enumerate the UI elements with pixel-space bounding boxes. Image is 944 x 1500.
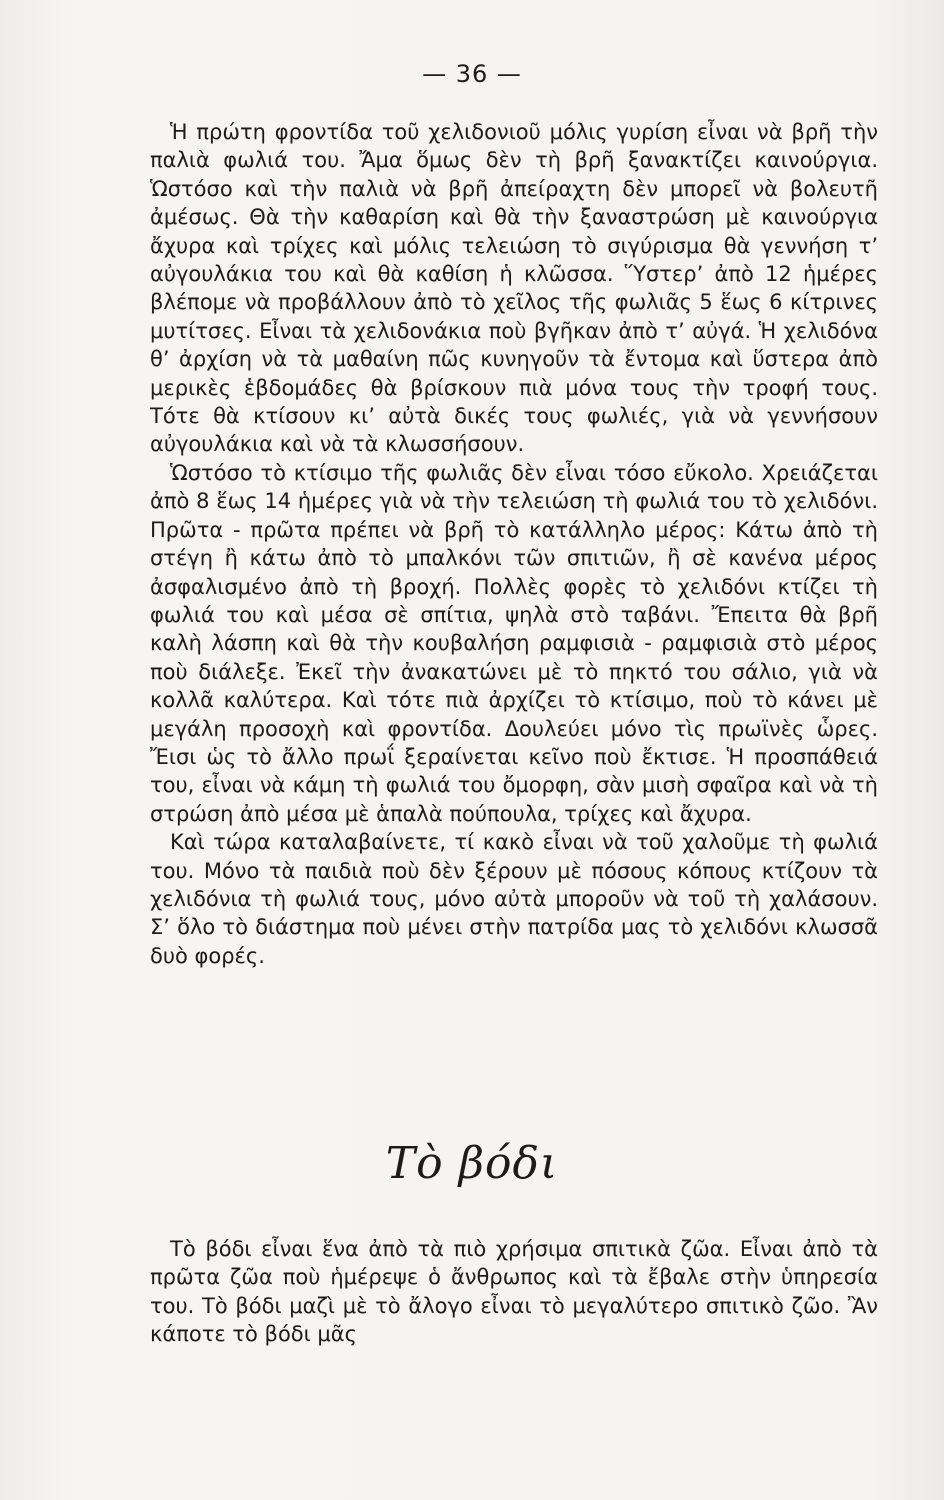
swallow-text: [150, 118, 878, 970]
section-title: Τὸ βόδι: [385, 1138, 559, 1189]
ox-text: [150, 1235, 878, 1349]
paragraph: Ἡ πρώτη φροντίδα τοῦ χελιδονιοῦ μόλις γυρίση εἶναι νὰ βρῆ τὴν παλιὰ φωλιά του. Ἄμα ὅμως δὲν τὴ βρῆ ξανακτίζει καινούργια. Ὡστόσο καὶ τὴν παλιὰ νὰ βρῆ ἀπείραχτη δὲν μπορεῖ νὰ βολευτῆ ἀμέσως. Θὰ τὴν καθαρίση καὶ θὰ τὴν ξαναστρώση μὲ καινούργια ἄχυρα καὶ τρίχες καὶ μόλις τελειώση τὸ σιγύρισμα θὰ γεννήση τ’ αὐγουλάκια του καὶ θὰ καθίση ἡ κλῶσσα. Ὕστερ’ ἀπὸ 12 ἡμέρες βλέπομε νὰ προβάλλουν ἀπὸ τὸ χεῖλος τῆς φωλιᾶς 5 ἕως 6 κίτρινες μυτίτσες. Εἶναι τὰ χελιδονάκια ποὺ βγῆκαν ἀπὸ τ’ αὐγά. Ἡ χελιδόνα θ’ ἀρχίση νὰ τὰ μαθαίνη πῶς κυνηγοῦν τὰ ἔντομα καὶ ὕστερα ἀπὸ μερικὲς ἑβδομάδες θὰ βρίσκουν πιὰ μόνα τους τὴν τροφή τους. Τότε θὰ κτίσουν κι’ αὐτὰ δικές τους φωλιές, γιὰ νὰ γεννήσουν αὐγουλάκια καὶ νὰ τὰ κλωσσήσουν.: [150, 120, 878, 457]
paragraph: Καὶ τώρα καταλαβαίνετε, τί κακὸ εἶναι νὰ τοῦ χαλοῦμε τὴ φωλιά του. Μόνο τὰ παιδιὰ ποὺ δὲν ξέρουν μὲ πόσους κόπους κτίζουν τὰ χελιδόνια τὴ φωλιά τους, μόνο αὐτὰ μποροῦν νὰ τοῦ τὴ χαλάσουν. Σ’ ὅλο τὸ διάστημα ποὺ μένει στὴν πατρίδα μας τὸ χελιδόνι κλωσσᾶ δυὸ φορές.: [150, 830, 878, 968]
paragraph: Ὡστόσο τὸ κτίσιμο τῆς φωλιᾶς δὲν εἶναι τόσο εὔκολο. Χρειάζεται ἀπὸ 8 ἕως 14 ἡμέρες γιὰ νὰ τὴν τελειώση τὴ φωλιά του τὸ χελιδόνι. Πρῶτα - πρῶτα πρέπει νὰ βρῆ τὸ κατάλληλο μέρος: Κάτω ἀπὸ τὴ στέγη ἢ κάτω ἀπὸ τὸ μπαλκόνι τῶν σπιτιῶν, ἢ σὲ κανένα μέρος ἀσφαλισμένο ἀπὸ τὴ βροχή. Πολλὲς φορὲς τὸ χελιδόνι κτίζει τὴ φωλιά του καὶ μέσα σὲ σπίτια, ψηλὰ στὸ ταβάνι. Ἔπειτα θὰ βρῆ καλὴ λάσπη καὶ θὰ τὴν κουβαλήση ραμφισιὰ - ραμφισιὰ στὸ μέρος ποὺ διάλεξε. Ἐκεῖ τὴν ἀνακατώνει μὲ τὸ πηκτό του σάλιο, γιὰ νὰ κολλᾶ καλύτερα. Καὶ τότε πιὰ ἀρχίζει τὸ κτίσιμο, ποὺ τὸ κάνει μὲ μεγάλη προσοχὴ καὶ φροντίδα. Δουλεύει μόνο τὶς πρωϊνὲς ὧρες. Ἔισι ὡς τὸ ἄλλο πρωΐ ξεραίνεται κεῖνο ποὺ ἔκτισε. Ἡ προσπάθειά του, εἶναι νὰ κάμη τὴ φωλιά του ὄμορφη, σὰν μισὴ σφαῖρα καὶ νὰ τὴ στρώση ἀπὸ μέσα μὲ ἁπαλὰ πούπουλα, τρίχες καὶ ἄχυρα.: [150, 460, 878, 826]
page-number: — 36 —: [422, 60, 522, 88]
paragraph: Τὸ βόδι εἶναι ἕνα ἀπὸ τὰ πιὸ χρήσιμα σπιτικὰ ζῶα. Εἶναι ἀπὸ τὰ πρῶτα ζῶα ποὺ ἡμέρεψε ὁ ἄνθρωπος καὶ τὰ ἔβαλε στὴν ὑπηρεσία του. Τὸ βόδι μαζὶ μὲ τὸ ἄλογο εἶναι τὸ μεγαλύτερο σπιτικὸ ζῶο. Ἂν κάποτε τὸ βόδι μᾶς: [150, 1237, 878, 1347]
